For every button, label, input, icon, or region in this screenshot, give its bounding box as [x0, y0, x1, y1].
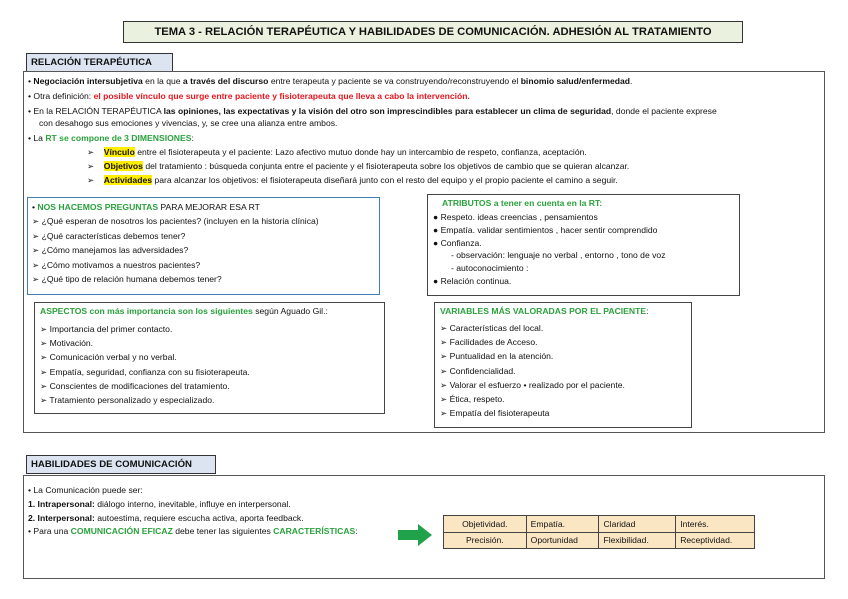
table-cell: Precisión.	[444, 532, 527, 549]
section-label-habilidades: HABILIDADES DE COMUNICACIÓN	[26, 455, 216, 474]
list-item: ● Confianza.	[433, 237, 482, 248]
table-cell: Claridad	[599, 516, 676, 533]
list-item: ➢ Tratamiento personalizado y especializado.	[40, 394, 215, 405]
section-label-relacion: RELACIÓN TERAPÉUTICA	[26, 53, 173, 72]
arrow-bullet-icon: ➢	[87, 161, 95, 171]
aspectos-heading: ASPECTOS con más importancia son los siguientes según Aguado Gil.:	[40, 306, 328, 316]
table-cell: Flexibilidad.	[599, 532, 676, 549]
dimension-objetivos: ➢ Objetivos del tratamiento : búsqueda conjunta entre el paciente y el fisioterapeuta sobre los objetivos de cambio que se quieran alcanzar.	[87, 161, 630, 171]
list-item: ➢ Empatía, seguridad, confianza con su fisioterapeuta.	[40, 366, 250, 377]
dimension-vinculo: ➢ Vínculo entre el fisioterapeuta y el paciente: Lazo afectivo mutuo donde hay un intercambio de respeto, confianza, aceptación.	[87, 147, 587, 157]
atributos-heading: ATRIBUTOS a tener en cuenta en la RT:	[442, 198, 603, 208]
table-row	[444, 532, 755, 549]
arrow-bullet-icon: ➢	[87, 147, 95, 157]
list-item: ➢ ¿Qué características debemos tener?	[32, 230, 186, 241]
list-item: ➢ Conscientes de modificaciones del tratamiento.	[40, 380, 230, 391]
list-item: ➢ Empatía del fisioterapeuta	[440, 408, 550, 419]
list-item: ➢ Facilidades de Acceso.	[440, 337, 538, 348]
caracteristicas-table	[443, 515, 755, 549]
rt-line-5: • La RT se compone de 3 DIMENSIONES:	[28, 133, 194, 143]
page-title: TEMA 3 - RELACIÓN TERAPÉUTICA Y HABILIDADES DE COMUNICACIÓN. ADHESIÓN AL TRATAMIENTO	[123, 21, 743, 43]
hc-line-4: • Para una COMUNICACIÓN EFICAZ debe tener las siguientes CARACTERÍSTICAS:	[28, 526, 358, 536]
list-item: ➢ ¿Qué esperan de nosotros los pacientes? (incluyen en la historia clínica)	[32, 216, 319, 226]
hc-line-2: 1. Intrapersonal: diálogo interno, inevitable, influye en interpersonal.	[28, 499, 291, 509]
aspectos-box	[34, 302, 385, 414]
arrow-bullet-icon: ➢	[87, 175, 95, 185]
variables-heading: VARIABLES MÁS VALORADAS POR EL PACIENTE:	[440, 306, 649, 316]
hc-line-1: • La Comunicación puede ser:	[28, 485, 143, 495]
list-item: ➢ Ética, respeto.	[440, 393, 505, 404]
rt-line-2: • Otra definición: el posible vínculo que surge entre paciente y fisioterapeuta que lleva a cabo la intervención.	[28, 91, 470, 101]
list-item: ➢ ¿Qué tipo de relación humana debemos tener?	[32, 274, 222, 285]
list-item: ➢ Confidencialidad.	[440, 365, 516, 376]
list-item: ➢ Comunicación verbal y no verbal.	[40, 352, 177, 363]
preguntas-box	[27, 197, 380, 295]
list-item: ➢ Importancia del primer contacto.	[40, 324, 173, 334]
rt-line-3: • En la RELACIÓN TERAPÉUTICA las opiniones, las expectativas y la visión del otro son imprescindibles para establecer un clima de seguridad, donde el paciente exprese	[28, 106, 717, 116]
rt-line-4: con desahogo sus emociones y vivencias, y, se cree una alianza entre ambos.	[39, 118, 338, 128]
list-item: ➢ Características del local.	[440, 323, 544, 333]
table-cell: Receptividad.	[676, 532, 755, 549]
list-item: ● Respeto. ideas creencias , pensamientos	[433, 212, 598, 222]
list-item: ➢ ¿Cómo manejamos las adversidades?	[32, 245, 189, 256]
variables-box	[434, 302, 692, 428]
rt-line-1: • Negociación intersubjetiva en la que a través del discurso entre terapeuta y paciente se va construyendo/reconstruyendo el binomio salud/enfermedad.	[28, 76, 633, 86]
table-cell: Empatía.	[526, 516, 599, 533]
green-arrow-icon	[398, 524, 432, 546]
dimension-actividades: ➢ Actividades para alcanzar los objetivos: el fisioterapeuta diseñará junto con el resto del equipo y el propio paciente el camino a seguir.	[87, 175, 618, 185]
table-row	[444, 516, 755, 533]
table-cell: Interés.	[676, 516, 755, 533]
preguntas-heading: • NOS HACEMOS PREGUNTAS PARA MEJORAR ESA RT	[32, 202, 260, 212]
atributos-box	[427, 194, 740, 296]
list-item: - autoconocimiento :	[451, 263, 529, 274]
list-item: ➢ ¿Cómo motivamos a nuestros pacientes?	[32, 259, 201, 270]
list-item: - observación: lenguaje no verbal , entorno , tono de voz	[451, 250, 666, 261]
list-item: ➢ Puntualidad en la atención.	[440, 351, 554, 362]
list-item: ➢ Motivación.	[40, 338, 94, 349]
list-item: ● Empatía. validar sentimientos , hacer sentir comprendido	[433, 224, 658, 235]
table-cell: Oportunidad	[526, 532, 599, 549]
list-item: ➢ Valorar el esfuerzo • realizado por el paciente.	[440, 379, 625, 390]
hc-line-3: 2. Interpersonal: autoestima, requiere escucha activa, aporta feedback.	[28, 513, 304, 523]
list-item: ● Relación continua.	[433, 275, 512, 286]
table-cell: Objetividad.	[444, 516, 527, 533]
